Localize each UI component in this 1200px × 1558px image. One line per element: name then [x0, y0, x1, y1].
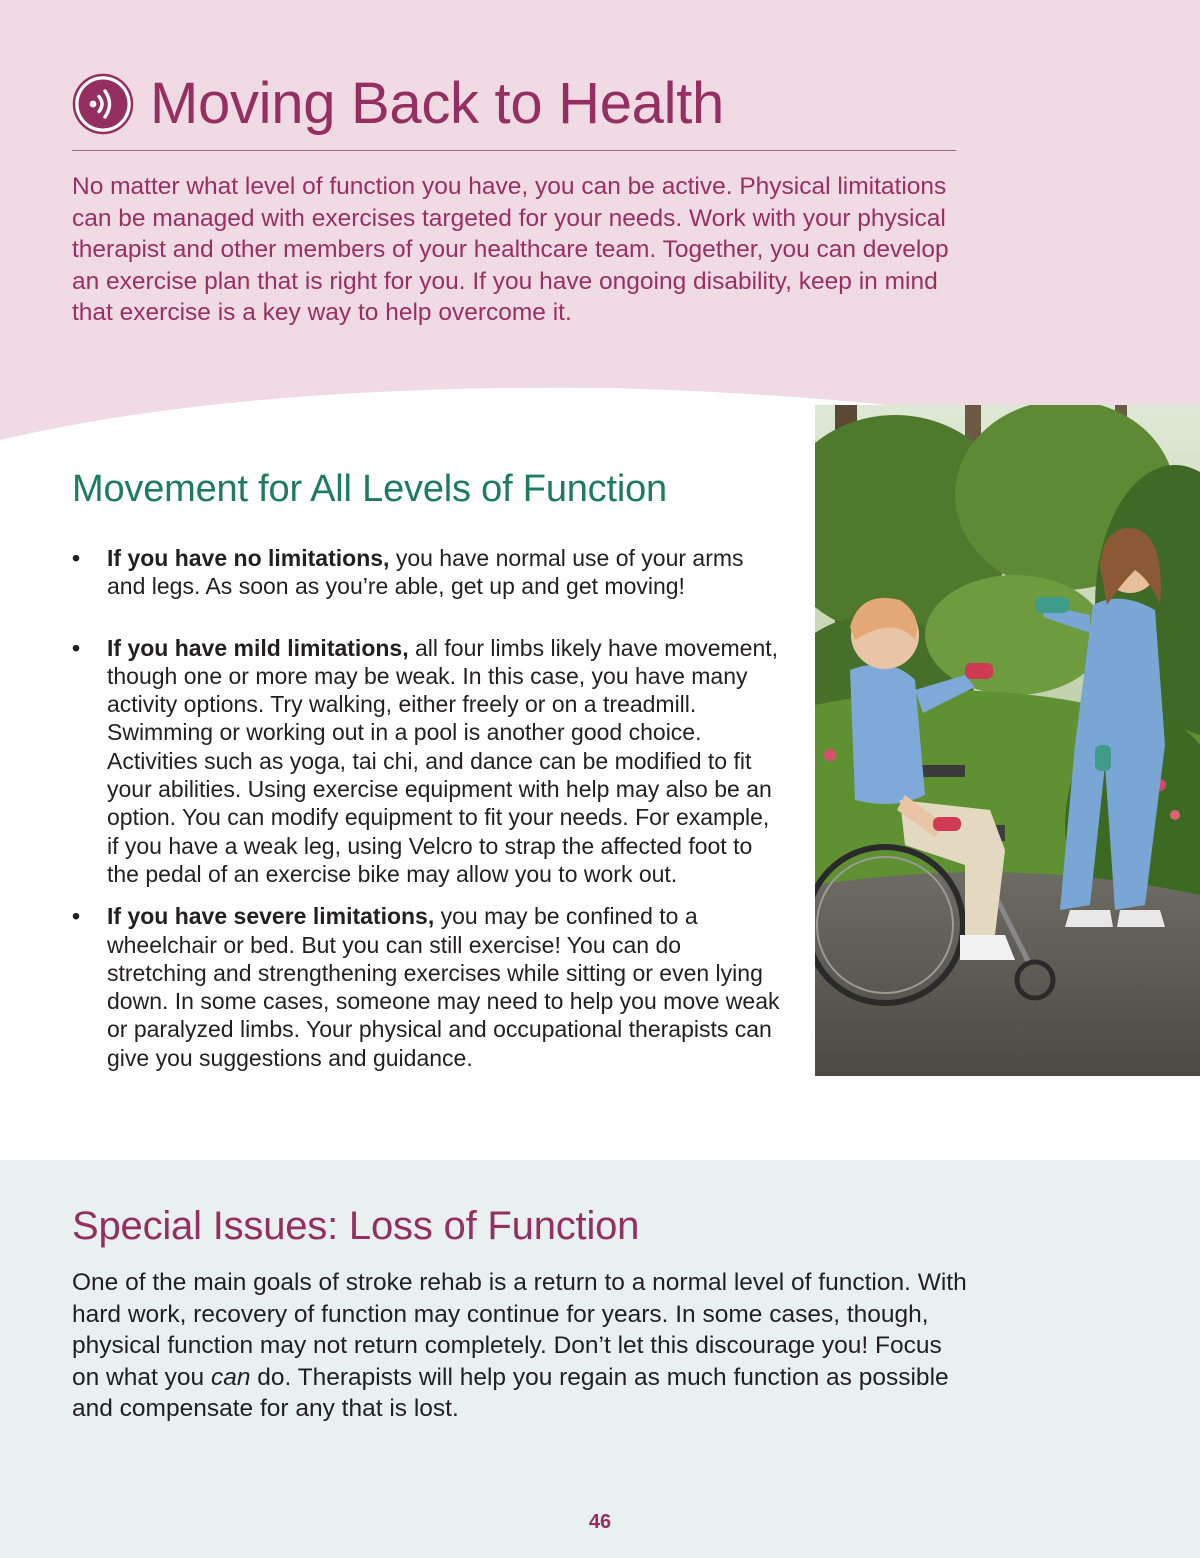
section-heading-special-issues: Special Issues: Loss of Function: [72, 1204, 640, 1248]
page-header: [72, 58, 956, 151]
paragraph-text: do. Therapists will help you regain as much function as possible and compensate for any that is lost.: [72, 1363, 949, 1422]
function-levels-list: [72, 544, 782, 1072]
emphasis-text: can: [210, 1363, 251, 1391]
list-item-text: you may be confined to a wheelchair or bed. But you can still exercise! You can do stretching and strengthening exercises while sitting or even lying down. In some cases, someone may need to help you move weak or paralyzed limbs. Your physical and occupational therapists can give you suggestions and guidance.: [107, 903, 780, 1071]
page-number: 46: [588, 1511, 612, 1533]
list-item: [72, 634, 782, 889]
page-title: Moving Back to Health: [150, 71, 724, 136]
bullet-icon: •: [72, 903, 81, 930]
list-item-lead: If you have mild limitations,: [107, 634, 409, 661]
list-item-lead: If you have no limitations,: [107, 545, 390, 571]
exercise-photo: [815, 405, 1200, 1076]
list-item-lead: If you have severe limitations,: [107, 903, 435, 930]
paragraph-text: One of the main goals of stroke rehab is a return to a normal level of function. With hard work, recovery of function may continue for years. In some cases, though, physical function may not return completely. Don’t let this discourage you! Focus on what you: [72, 1269, 967, 1391]
special-issues-paragraph: [72, 1267, 972, 1425]
intro-paragraph: No matter what level of function you have, you can be active. Physical limitations can be managed with exercises targeted for your needs. Work with your physical therapist and other members of your healthcare team. Together, you can develop an exercise plan that is right for you. If you have ongoing disability, keep in mind that exercise is a key way to help overcome it.: [72, 173, 949, 326]
list-item-text: all four limbs likely have movement, though one or more may be weak. In this case, you have many activity options. Try walking, either freely or on a treadmill. Swimming or working out in a pool is another good choice. Activities such as yoga, tai chi, and dance can be modified to fit your abilities. Using exercise equipment with help may also be an option. You can modify equipment to fit your needs. For example, if you have a weak leg, using Velcro to strap the affected foot to the pedal of an exercise bike may allow you to work out.: [107, 634, 779, 887]
sound-waves-icon: [72, 73, 134, 135]
list-item: [72, 544, 782, 601]
title-divider: [72, 150, 956, 151]
bullet-icon: •: [72, 634, 81, 661]
bullet-icon: •: [72, 545, 81, 571]
list-item-text: you have normal use of your arms and legs. As soon as you’re able, get up and get moving!: [107, 545, 744, 600]
list-item: [72, 902, 782, 1072]
section-heading-movement: Movement for All Levels of Function: [72, 468, 667, 510]
